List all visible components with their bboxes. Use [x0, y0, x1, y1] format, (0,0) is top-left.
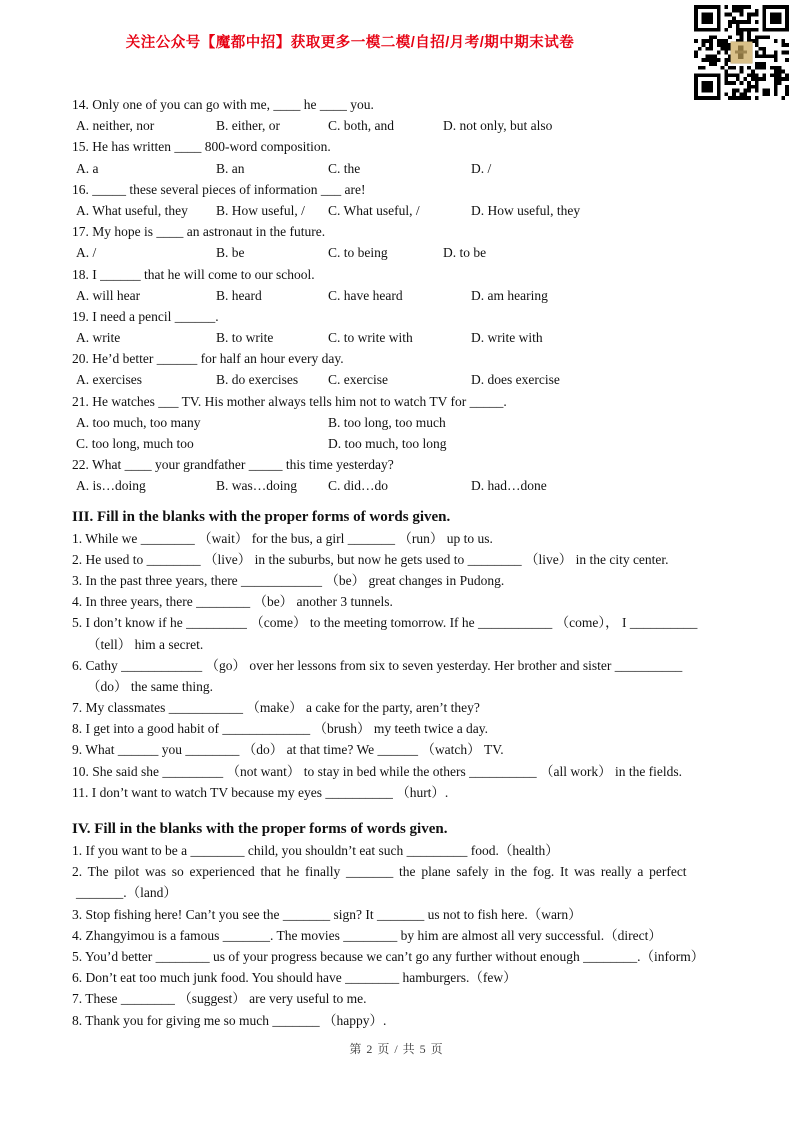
- fill-blank-item: 11. I don’t want to watch TV because my eyes __________ （hurt）.: [72, 784, 449, 800]
- question-stem: 17. My hope is ____ an astronaut in the future.: [72, 224, 326, 240]
- option: D. am hearing: [471, 287, 548, 303]
- fill-blank-item: 3. Stop fishing here! Can’t you see the _______ sign? It _______ us not to fish here.（warn）: [72, 906, 582, 922]
- option-row: [72, 327, 722, 348]
- fill-blank-item: 5. I don’t know if he _________ （come） to the meeting tomorrow. If he ___________ （come）， I __________: [72, 615, 698, 631]
- option: A. a: [76, 160, 99, 176]
- option-row: [72, 369, 722, 390]
- option-row: [72, 412, 722, 433]
- option: A. /: [76, 245, 97, 261]
- option-row: [72, 433, 722, 454]
- option: B. do exercises: [216, 372, 299, 388]
- option: B. either, or: [216, 118, 280, 134]
- option: A. neither, nor: [76, 118, 155, 134]
- option: A. exercises: [76, 372, 142, 388]
- option: D. write with: [471, 330, 543, 346]
- option: D. had…done: [471, 478, 547, 494]
- option-row: [72, 158, 722, 179]
- fill-blank-item-continuation: （tell） him a secret.: [87, 636, 204, 652]
- option-row: [72, 115, 722, 136]
- option: C. have heard: [328, 287, 403, 303]
- option: A. too much, too many: [76, 414, 201, 430]
- option: C. to write with: [328, 330, 413, 346]
- question-stem: 16. _____ these several pieces of information ___ are!: [72, 181, 366, 197]
- fill-blank-item: 10. She said she _________ （not want） to stay in bed while the others __________ （all work） in the fields.: [72, 763, 683, 779]
- fill-blank-item: 3. In the past three years, there ____________ （be） great changes in Pudong.: [72, 572, 505, 588]
- option-row: [72, 242, 722, 263]
- fill-blank-item: 4. In three years, there ________ （be） another 3 tunnels.: [72, 594, 393, 610]
- option: D. How useful, they: [471, 202, 581, 218]
- question-stem: 18. I ______ that he will come to our school.: [72, 266, 315, 282]
- option: D. not only, but also: [443, 118, 553, 134]
- question-stem: 21. He watches ___ TV. His mother always tells him not to watch TV for _____.: [72, 393, 507, 409]
- fill-blank-item-continuation: （do） the same thing.: [87, 678, 213, 694]
- fill-blank-item: 2. He used to ________ （live） in the suburbs, but now he gets used to ________ （live） in the city center.: [72, 551, 669, 567]
- fill-blank-item: 9. What ______ you ________ （do） at that time? We ______ （watch） TV.: [72, 742, 504, 758]
- section-3-title: III. Fill in the blanks with the proper forms of words given.: [72, 508, 451, 525]
- option: C. exercise: [328, 372, 388, 388]
- option: B. to write: [216, 330, 274, 346]
- question-stem: 20. He’d better ______ for half an hour every day.: [72, 351, 344, 367]
- option: D. does exercise: [471, 372, 560, 388]
- option-row: [72, 475, 722, 496]
- promo-banner: 关注公众号【魔都中招】获取更多一模二模/自招/月考/期中期末试卷: [125, 35, 575, 51]
- option: B. was…doing: [216, 478, 297, 494]
- option-row: [72, 200, 722, 221]
- option: B. be: [216, 245, 245, 261]
- option: C. both, and: [328, 118, 394, 134]
- option: A. is…doing: [76, 478, 146, 494]
- option: C. What useful, /: [328, 202, 420, 218]
- option: A. write: [76, 330, 121, 346]
- option: C. too long, much too: [76, 436, 194, 451]
- section-4-title: IV. Fill in the blanks with the proper forms of words given.: [72, 821, 448, 837]
- option: B. too long, too much: [328, 414, 446, 430]
- fill-blank-item: 1. While we ________ （wait） for the bus, a girl _______ （run） up to us.: [72, 530, 493, 546]
- fill-blank-item: 2. The pilot was so experienced that he finally _______ the plane safely in the fog. It was really a perfect: [72, 864, 687, 880]
- fill-blank-item: 6. Don’t eat too much junk food. You should have ________ hamburgers.（few）: [72, 970, 517, 986]
- fill-blank-item: 4. Zhangyimou is a famous _______. The movies ________ by him are almost all very successful.（direct）: [72, 927, 662, 943]
- option: C. did…do: [328, 478, 389, 494]
- option: D. /: [471, 160, 492, 176]
- fill-blank-item: 6. Cathy ____________ （go） over her lessons from six to seven yesterday. Her brother and sister __________: [72, 657, 683, 673]
- question-stem: 14. Only one of you can go with me, ____ he ____ you.: [72, 97, 374, 112]
- option: C. to being: [328, 245, 388, 261]
- fill-blank-item: 7. My classmates ___________ （make） a cake for the party, aren’t they?: [72, 700, 480, 716]
- fill-blank-item: 1. If you want to be a ________ child, you shouldn’t eat such _________ food.（health）: [72, 843, 559, 858]
- question-stem: 22. What ____ your grandfather _____ this time yesterday?: [72, 457, 394, 473]
- option: A. What useful, they: [76, 202, 188, 218]
- fill-blank-item: 5. You’d better ________ us of your progress because we can’t go any further without enough ________.（inform）: [72, 948, 705, 964]
- page-number: 第 2 页 / 共 5 页: [349, 1042, 444, 1056]
- fill-blank-item: 8. Thank you for giving me so much _______ （happy）.: [72, 1012, 387, 1028]
- fill-blank-item-continuation: _______.（land）: [76, 885, 177, 901]
- option: B. heard: [216, 287, 262, 303]
- question-stem: 19. I need a pencil ______.: [72, 308, 219, 324]
- fill-blank-item: 7. These ________ （suggest） are very useful to me.: [72, 991, 367, 1007]
- option: D. to be: [443, 245, 487, 261]
- option: C. the: [328, 160, 361, 176]
- option-row: [72, 285, 722, 306]
- option: B. an: [216, 160, 245, 176]
- option: D. too much, too long: [328, 436, 447, 451]
- option: B. How useful, /: [216, 202, 305, 218]
- fill-blank-item: 8. I get into a good habit of _____________ （brush） my teeth twice a day.: [72, 721, 489, 737]
- option: A. will hear: [76, 287, 141, 303]
- question-stem: 15. He has written ____ 800-word composition.: [72, 139, 331, 155]
- exam-page-content: [72, 0, 722, 1031]
